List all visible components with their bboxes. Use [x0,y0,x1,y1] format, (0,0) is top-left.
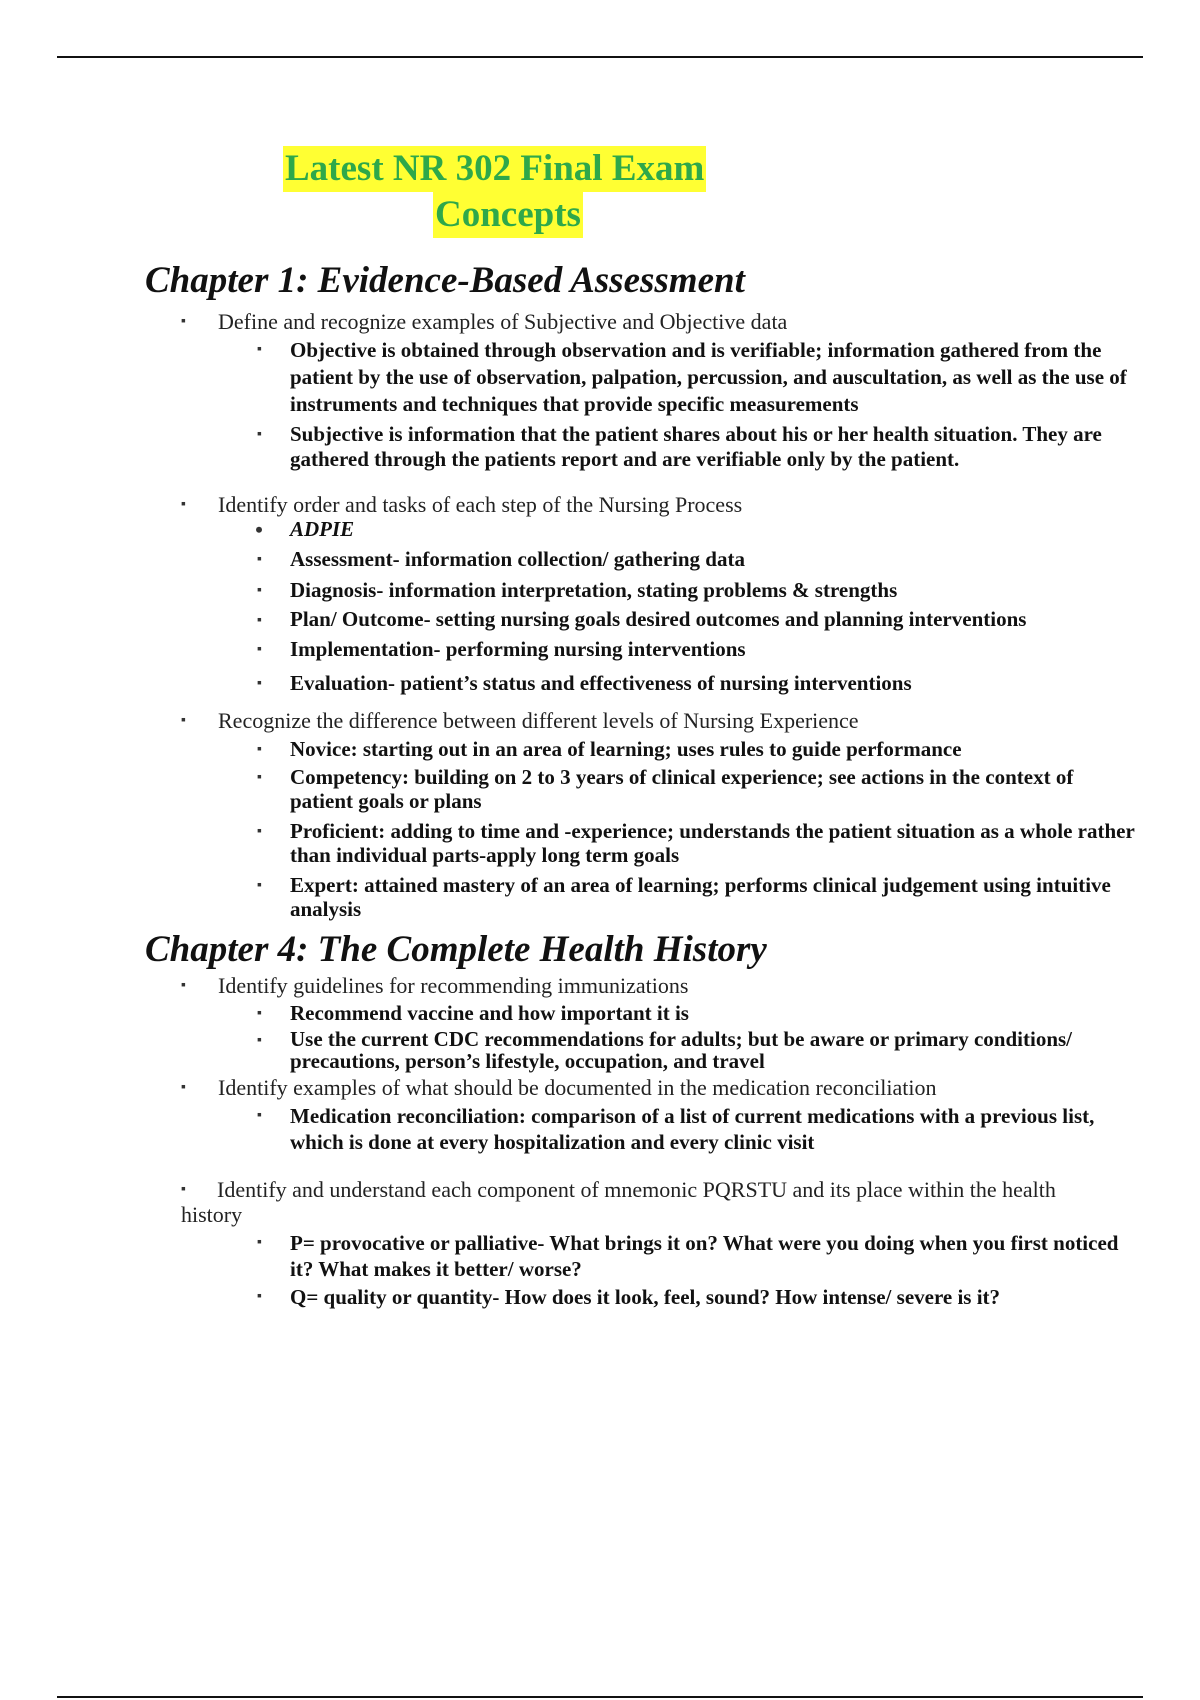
list-item [257,765,1140,813]
list-item [257,873,1140,921]
bottom-rule [57,1696,1143,1698]
list-item [257,1103,1140,1155]
bullet-icon: ▪ [181,1080,186,1095]
topic-text [145,309,1145,334]
topic-label: Define and recognize examples of Subjective and Objective data [218,309,788,334]
list-item-text: Use the current CDC recommendations for adults; but be aware or primary conditions/ precautions, person’s lifestyle, occupation, and travel [290,1027,1073,1073]
bullet-icon: ▪ [257,770,262,785]
bullet-icon: ▪ [181,1182,186,1197]
topic-text [145,973,1145,998]
list-item [257,819,1140,867]
bullet-icon: ▪ [257,676,262,691]
bullet-icon: ▪ [257,552,262,567]
list-item-text: Medication reconciliation: comparison of a list of current medications with a previous list, which is done at every hospitalization and every clinic visit [290,1104,1095,1154]
list-item-text: Subjective is information that the patient shares about his or her health situation. They are gathered through the patients report and are verifiable only by the patient. [290,422,1102,471]
list-item-text: P= provocative or palliative- What brings it on? What were you doing when you first noticed it? What makes it better/ worse? [290,1231,1119,1281]
chapter-4-heading: Chapter 4: The Complete Health History [145,929,767,970]
topic-label: Identify guidelines for recommending immunizations [218,973,689,998]
list-item [257,671,1140,696]
topic-label: Identify examples of what should be documented in the medication reconciliation [218,1075,937,1100]
topic-label: Identify and understand each component of mnemonic PQRSTU and its place within the health history [181,1177,1056,1227]
bullet-icon: ▪ [257,1033,262,1048]
bullet-icon: ▪ [181,314,186,329]
topic-text [145,1177,1111,1227]
bullet-icon: ▪ [257,824,262,839]
bullet-icon: ▪ [257,1108,262,1123]
bullet-icon: ▪ [257,1006,262,1021]
topic-text [145,492,1145,517]
bullet-icon: • [255,517,263,542]
list-item-text: Objective is obtained through observation and is verifiable; information gathered from the patient by the use of observation, palpation, percussion, and auscultation, as well as the use of instruments and techniques that provide specific measurements [290,338,1127,416]
list-item [257,547,1140,572]
list-item [257,637,1140,662]
list-item-text: Assessment- information collection/ gathering data [290,547,745,571]
list-item-text: Competency: building on 2 to 3 years of clinical experience; see actions in the context of patient goals or plans [290,765,1074,813]
bullet-icon: ▪ [181,978,186,993]
list-item [257,1027,1140,1073]
document-body [145,255,1145,1310]
bullet-icon: ▪ [257,613,262,628]
list-item [257,422,1140,472]
top-rule [57,56,1143,58]
topic-text [145,708,1145,733]
title-line-2: Concepts [433,192,583,238]
list-item [257,1230,1140,1282]
list-item-text: Diagnosis- information interpretation, stating problems & strengths [290,578,898,602]
topic-label: Identify order and tasks of each step of the Nursing Process [218,492,743,517]
bullet-icon: ▪ [257,642,262,657]
bullet-icon: ▪ [257,742,262,757]
list-item [257,607,1140,631]
bullet-icon: ▪ [181,497,186,512]
list-item [257,737,1140,762]
bullet-icon: ▪ [181,713,186,728]
list-item [257,1001,1140,1026]
bullet-icon: ▪ [257,427,262,442]
list-item-text: Plan/ Outcome- setting nursing goals desired outcomes and planning interventions [290,607,1027,631]
chapter-4-topic-3 [145,1177,1145,1310]
chapter-1-topic-2 [145,492,1145,696]
list-item [257,1284,1140,1310]
list-item-text: Implementation- performing nursing interventions [290,637,746,661]
bullet-icon: ▪ [257,583,262,598]
chapter-4-topic-2 [145,1075,1145,1155]
list-item [257,578,1140,603]
bullet-icon: ▪ [257,1235,262,1250]
title-line-1: Latest NR 302 Final Exam [283,146,706,192]
document-title [283,146,753,238]
chapter-1-heading: Chapter 1: Evidence-Based Assessment [145,260,745,301]
bullet-icon: ▪ [257,342,262,357]
chapter-4-topic-1 [145,973,1145,1072]
topic-text [145,1075,1145,1100]
list-item-text: Novice: starting out in an area of learning; uses rules to guide performance [290,737,962,761]
list-item-text: Evaluation- patient’s status and effectiveness of nursing interventions [290,671,912,695]
list-item-text: Q= quality or quantity- How does it look, feel, sound? How intense/ severe is it? [290,1285,1001,1309]
list-item-text: Proficient: adding to time and -experience; understands the patient situation as a whole rather than individual parts-apply long term goals [290,819,1135,867]
list-item [257,337,1140,418]
bullet-icon: ▪ [257,878,262,893]
topic-label: Recognize the difference between different levels of Nursing Experience [218,708,859,733]
chapter-1-topic-1 [145,309,1145,472]
list-item [255,517,1140,542]
list-item-text: Expert: attained mastery of an area of learning; performs clinical judgement using intuitive analysis [290,873,1111,921]
chapter-1-topic-3 [145,708,1145,921]
bullet-icon: ▪ [257,1289,262,1304]
list-item-text: Recommend vaccine and how important it is [290,1001,689,1025]
list-item-text: ADPIE [290,517,355,541]
